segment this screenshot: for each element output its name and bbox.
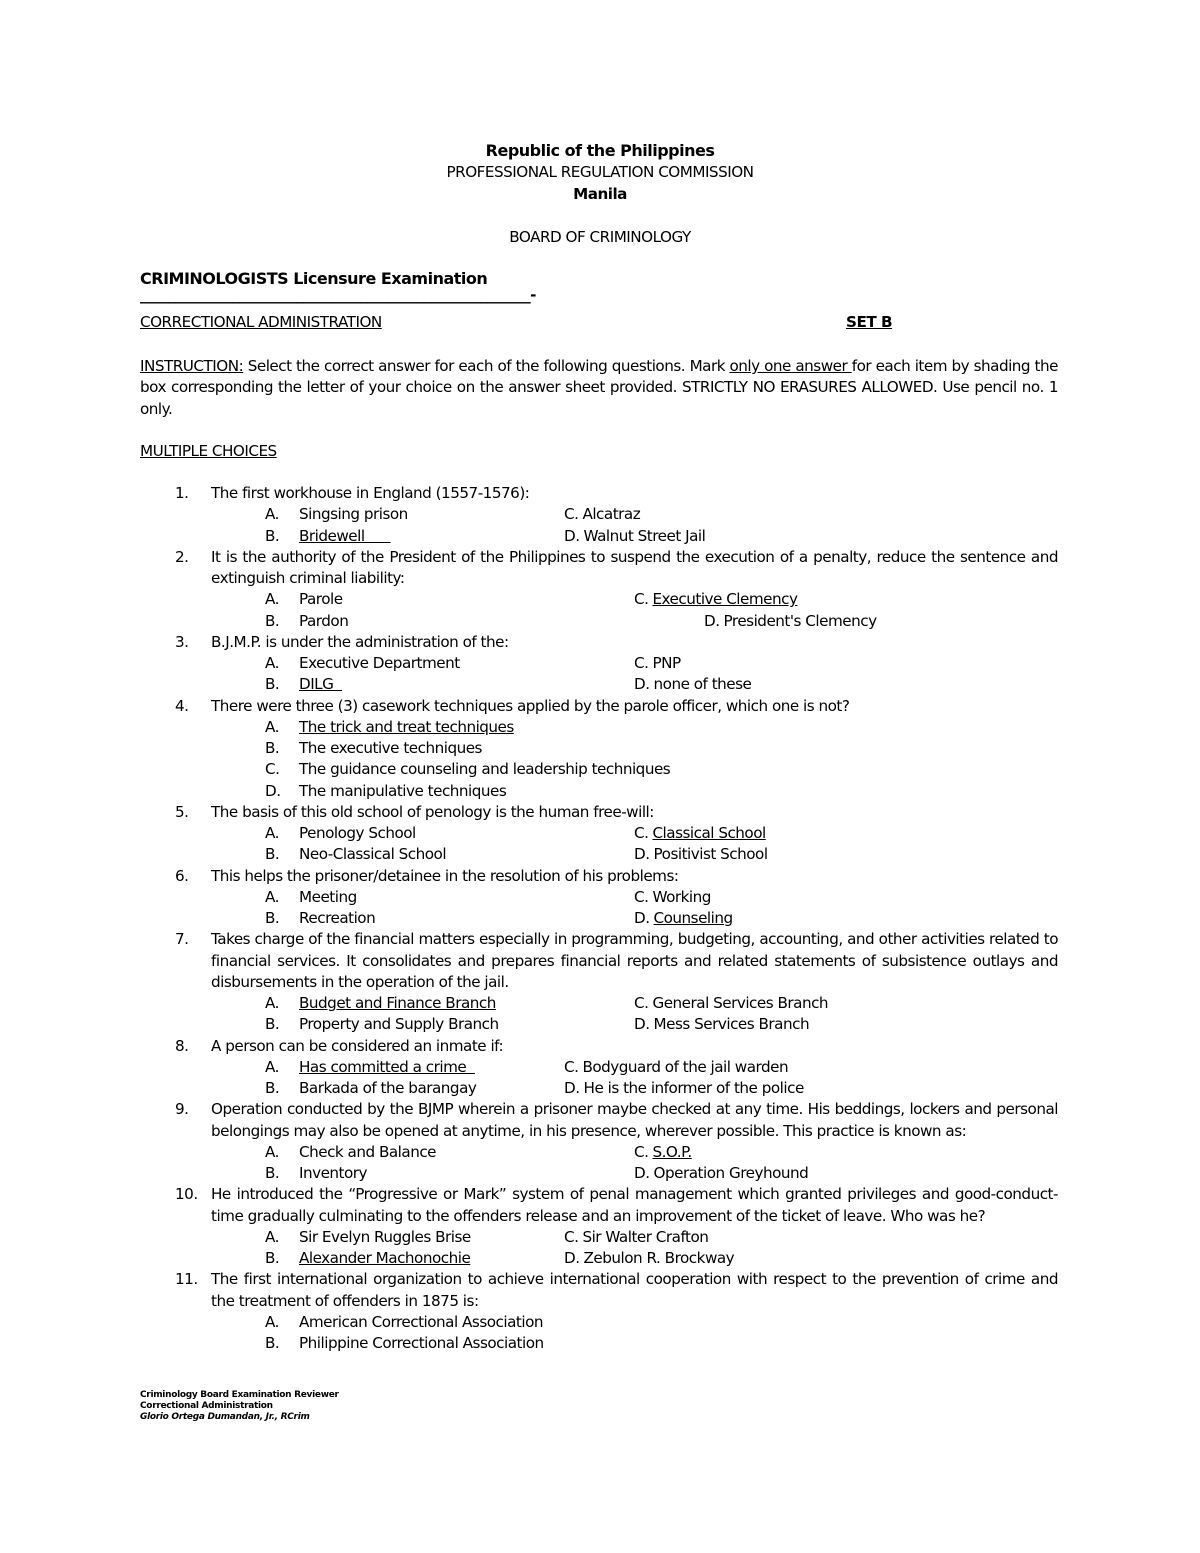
answer-option [265, 717, 514, 738]
answer-option [265, 1078, 476, 1099]
option-text: Penology School [299, 824, 416, 843]
option-text: Bridewell [299, 526, 391, 545]
option-letter: C. [634, 1142, 649, 1161]
instruction-paragraph [140, 356, 1058, 420]
question-item [140, 802, 1058, 823]
question-text: The basis of this old school of penology is the human free-will: [211, 802, 654, 821]
option-letter: B. [265, 611, 280, 630]
answer-option [564, 526, 705, 547]
question-number: 6. [175, 866, 189, 885]
answer-option [634, 993, 828, 1014]
option-letter: B. [265, 1164, 280, 1183]
exam-title: CRIMINOLOGISTS Licensure Examination [140, 269, 488, 288]
header-republic: Republic of the Philippines [485, 141, 715, 160]
answer-option [265, 823, 416, 844]
instruction-text-2: for each item by shading the box corresponding the letter of your choice on the answer sheet provided. STRICTLY NO ERASURES ALLOWED. Use pencil no. 1 only. [140, 357, 1058, 418]
answer-option [265, 611, 348, 632]
question-item [140, 483, 1058, 504]
footer-line-2: Correctional Administration [140, 1401, 273, 1412]
answer-option [265, 1014, 499, 1035]
answer-option [265, 1227, 471, 1248]
question-number: 2. [175, 547, 189, 566]
question-number: 5. [175, 802, 189, 821]
answer-option [634, 887, 711, 908]
option-letter: A. [265, 1057, 279, 1076]
answer-option [265, 1333, 544, 1354]
answer-option [265, 1057, 475, 1078]
answer-option [265, 738, 482, 759]
question-number: 1. [175, 484, 189, 503]
option-letter: A. [265, 1227, 279, 1246]
option-text: Classical School [652, 824, 766, 843]
set-label: SET B [846, 313, 893, 331]
option-letter: D. [634, 1015, 650, 1034]
option-text: Executive Department [299, 654, 460, 673]
question-item [140, 1184, 1058, 1227]
answer-option [265, 844, 446, 865]
question-number: 9. [175, 1100, 189, 1119]
answer-option [265, 759, 670, 780]
option-letter: D. [634, 1164, 650, 1183]
answer-option [564, 1227, 708, 1248]
option-text: Property and Supply Branch [299, 1015, 499, 1034]
answer-option [265, 1248, 470, 1269]
question-text: It is the authority of the President of the Philippines to suspend the execution of a penalty, reduce the sentence and extinguish criminal liability: [211, 547, 1058, 588]
instruction-emphasis: only one answer [729, 357, 852, 375]
question-number: 3. [175, 632, 189, 651]
answer-option [265, 993, 496, 1014]
option-letter: B. [265, 675, 280, 694]
answer-option [265, 781, 506, 802]
option-text: Budget and Finance Branch [299, 994, 496, 1013]
option-letter: C. [634, 994, 649, 1013]
question-text: The first international organization to achieve international cooperation with respect to the prevention of crime and the treatment of offenders in 1875 is: [211, 1270, 1058, 1310]
option-letter: B. [265, 909, 280, 928]
option-letter: A. [265, 1312, 279, 1331]
instruction-text: Select the correct answer for each of the following questions. Mark [243, 357, 730, 375]
option-letter: D. [634, 675, 650, 694]
answer-option [634, 653, 681, 674]
answer-option [634, 1163, 808, 1184]
question-text: He introduced the “Progressive or Mark” system of penal management which granted privileges and good-conduct-time gradually culminating to the offenders release and an improvement of the ticket of leave. Who was he? [211, 1185, 1058, 1225]
separator: _______________________________________________________- [140, 286, 536, 304]
option-text: none of these [653, 675, 752, 694]
option-text: Zebulon R. Brockway [583, 1249, 735, 1268]
answer-option [265, 908, 375, 929]
answer-option [265, 526, 391, 547]
option-text: Pardon [299, 611, 349, 630]
document-body [140, 356, 1058, 1463]
question-text: There were three (3) casework techniques applied by the parole officer, which one is not? [211, 696, 850, 715]
option-text: Positivist School [653, 845, 768, 864]
option-letter: C. [564, 1057, 579, 1076]
header-manila: Manila [573, 185, 627, 203]
option-letter: A. [265, 994, 279, 1013]
option-letter: D. [265, 781, 281, 800]
answer-option [564, 1078, 804, 1099]
footer-line-1: Criminology Board Examination Reviewer [140, 1390, 339, 1401]
option-letter: A. [265, 824, 279, 843]
answer-option [704, 611, 877, 632]
option-text: Has committed a crime [299, 1057, 475, 1076]
option-letter: B. [265, 1015, 280, 1034]
answer-option [634, 1142, 692, 1163]
instruction-label: INSTRUCTION: [140, 357, 244, 375]
section-title: MULTIPLE CHOICES [140, 441, 277, 460]
question-text: Takes charge of the financial matters especially in programming, budgeting, accounting, and other activities related to financial services. It consolidates and prepares financial reports and related statements of subsistence outlays and disbursements in the operation of the jail. [211, 930, 1058, 991]
answer-option [634, 1014, 809, 1035]
option-letter: C. [634, 590, 649, 609]
option-text: Recreation [299, 909, 376, 928]
question-number: 7. [175, 930, 189, 949]
option-letter: B. [265, 1334, 280, 1353]
option-letter: C. [564, 505, 579, 524]
question-text: The first workhouse in England (1557-1576): [211, 484, 530, 503]
question-item [140, 632, 1058, 653]
option-letter: A. [265, 1142, 279, 1161]
option-letter: D. [634, 845, 650, 864]
option-text: American Correctional Association [299, 1312, 544, 1331]
option-text: Barkada of the barangay [299, 1079, 477, 1098]
footer [140, 1390, 1058, 1463]
option-letter: B. [265, 845, 280, 864]
question-item [140, 696, 1058, 717]
question-item [140, 1036, 1058, 1057]
answer-option [265, 1163, 367, 1184]
option-letter: D. [564, 1079, 580, 1098]
option-text: Singsing prison [299, 505, 408, 524]
question-item [140, 1269, 1058, 1312]
option-letter: A. [265, 505, 279, 524]
question-number: 11. [175, 1270, 198, 1289]
option-text: PNP [652, 654, 681, 673]
question-item [140, 1099, 1058, 1142]
option-letter: C. [564, 1227, 579, 1246]
option-text: Working [652, 887, 711, 906]
option-text: The guidance counseling and leadership techniques [299, 760, 671, 779]
header-prc: PROFESSIONAL REGULATION COMMISSION [446, 163, 754, 181]
answer-option [634, 844, 768, 865]
answer-option [634, 908, 733, 929]
option-letter: D. [704, 611, 720, 630]
answer-option [265, 887, 357, 908]
answer-option [265, 1312, 543, 1333]
option-letter: C. [634, 654, 649, 673]
option-letter: A. [265, 887, 279, 906]
option-text: Inventory [299, 1164, 368, 1183]
question-text: A person can be considered an inmate if: [211, 1036, 504, 1055]
option-text: DILG [299, 675, 343, 694]
option-letter: D. [634, 909, 650, 928]
option-letter: C. [634, 824, 649, 843]
question-text: B.J.M.P. is under the administration of the: [211, 632, 509, 651]
question-item [140, 547, 1058, 590]
question-text: Operation conducted by the BJMP wherein a prisoner maybe checked at any time. His beddings, lockers and personal belongings may also be opened at anytime, in his presence, wherever possible. This practice is known as: [211, 1100, 1058, 1140]
option-letter: B. [265, 1079, 280, 1098]
option-text: Alexander Machonochie [299, 1249, 471, 1268]
option-text: He is the informer of the police [583, 1079, 804, 1098]
option-text: Operation Greyhound [653, 1164, 809, 1183]
option-text: Sir Walter Crafton [582, 1227, 709, 1246]
option-text: The manipulative techniques [299, 781, 507, 800]
answer-option [265, 674, 342, 695]
option-text: Bodyguard of the jail warden [582, 1057, 789, 1076]
option-text: The trick and treat techniques [299, 717, 514, 736]
option-text: Executive Clemency [652, 590, 798, 609]
option-text: Philippine Correctional Association [299, 1334, 544, 1353]
answer-option [634, 674, 751, 695]
option-text: President's Clemency [723, 611, 877, 630]
option-text: Alcatraz [582, 505, 641, 524]
subject-title: CORRECTIONAL ADMINISTRATION [140, 313, 382, 331]
answer-option [564, 504, 640, 525]
question-list [140, 483, 1058, 1354]
answer-option [634, 589, 797, 610]
option-letter: A. [265, 717, 279, 736]
option-letter: A. [265, 590, 279, 609]
question-item [140, 866, 1058, 887]
option-letter: B. [265, 1249, 280, 1268]
question-text: This helps the prisoner/detainee in the resolution of his problems: [211, 866, 679, 885]
option-text: The executive techniques [299, 739, 482, 758]
answer-option [634, 823, 766, 844]
answer-option [564, 1057, 788, 1078]
option-text: Counseling [653, 909, 733, 928]
option-text: Mess Services Branch [653, 1015, 810, 1034]
question-item [140, 929, 1058, 993]
option-text: Parole [299, 590, 343, 609]
question-number: 10. [175, 1185, 198, 1204]
question-number: 8. [175, 1036, 189, 1055]
option-text: Walnut Street Jail [583, 526, 706, 545]
answer-option [564, 1248, 734, 1269]
option-text: Meeting [299, 887, 357, 906]
option-text: Check and Balance [299, 1142, 437, 1161]
option-letter: B. [265, 739, 280, 758]
option-text: Sir Evelyn Ruggles Brise [299, 1227, 471, 1246]
option-text: General Services Branch [652, 994, 829, 1013]
option-letter: C. [634, 887, 649, 906]
answer-option [265, 653, 460, 674]
option-letter: D. [564, 526, 580, 545]
option-letter: D. [564, 1249, 580, 1268]
header-board: BOARD OF CRIMINOLOGY [509, 228, 691, 246]
answer-option [265, 589, 343, 610]
footer-line-3: Glorio Ortega Dumandan, Jr., RCrim [140, 1412, 310, 1423]
option-letter: C. [265, 760, 280, 779]
option-letter: B. [265, 526, 280, 545]
answer-option [265, 1142, 436, 1163]
option-text: S.O.P. [652, 1142, 692, 1161]
option-text: Neo-Classical School [299, 845, 447, 864]
question-number: 4. [175, 696, 189, 715]
option-letter: A. [265, 654, 279, 673]
answer-option [265, 504, 408, 525]
